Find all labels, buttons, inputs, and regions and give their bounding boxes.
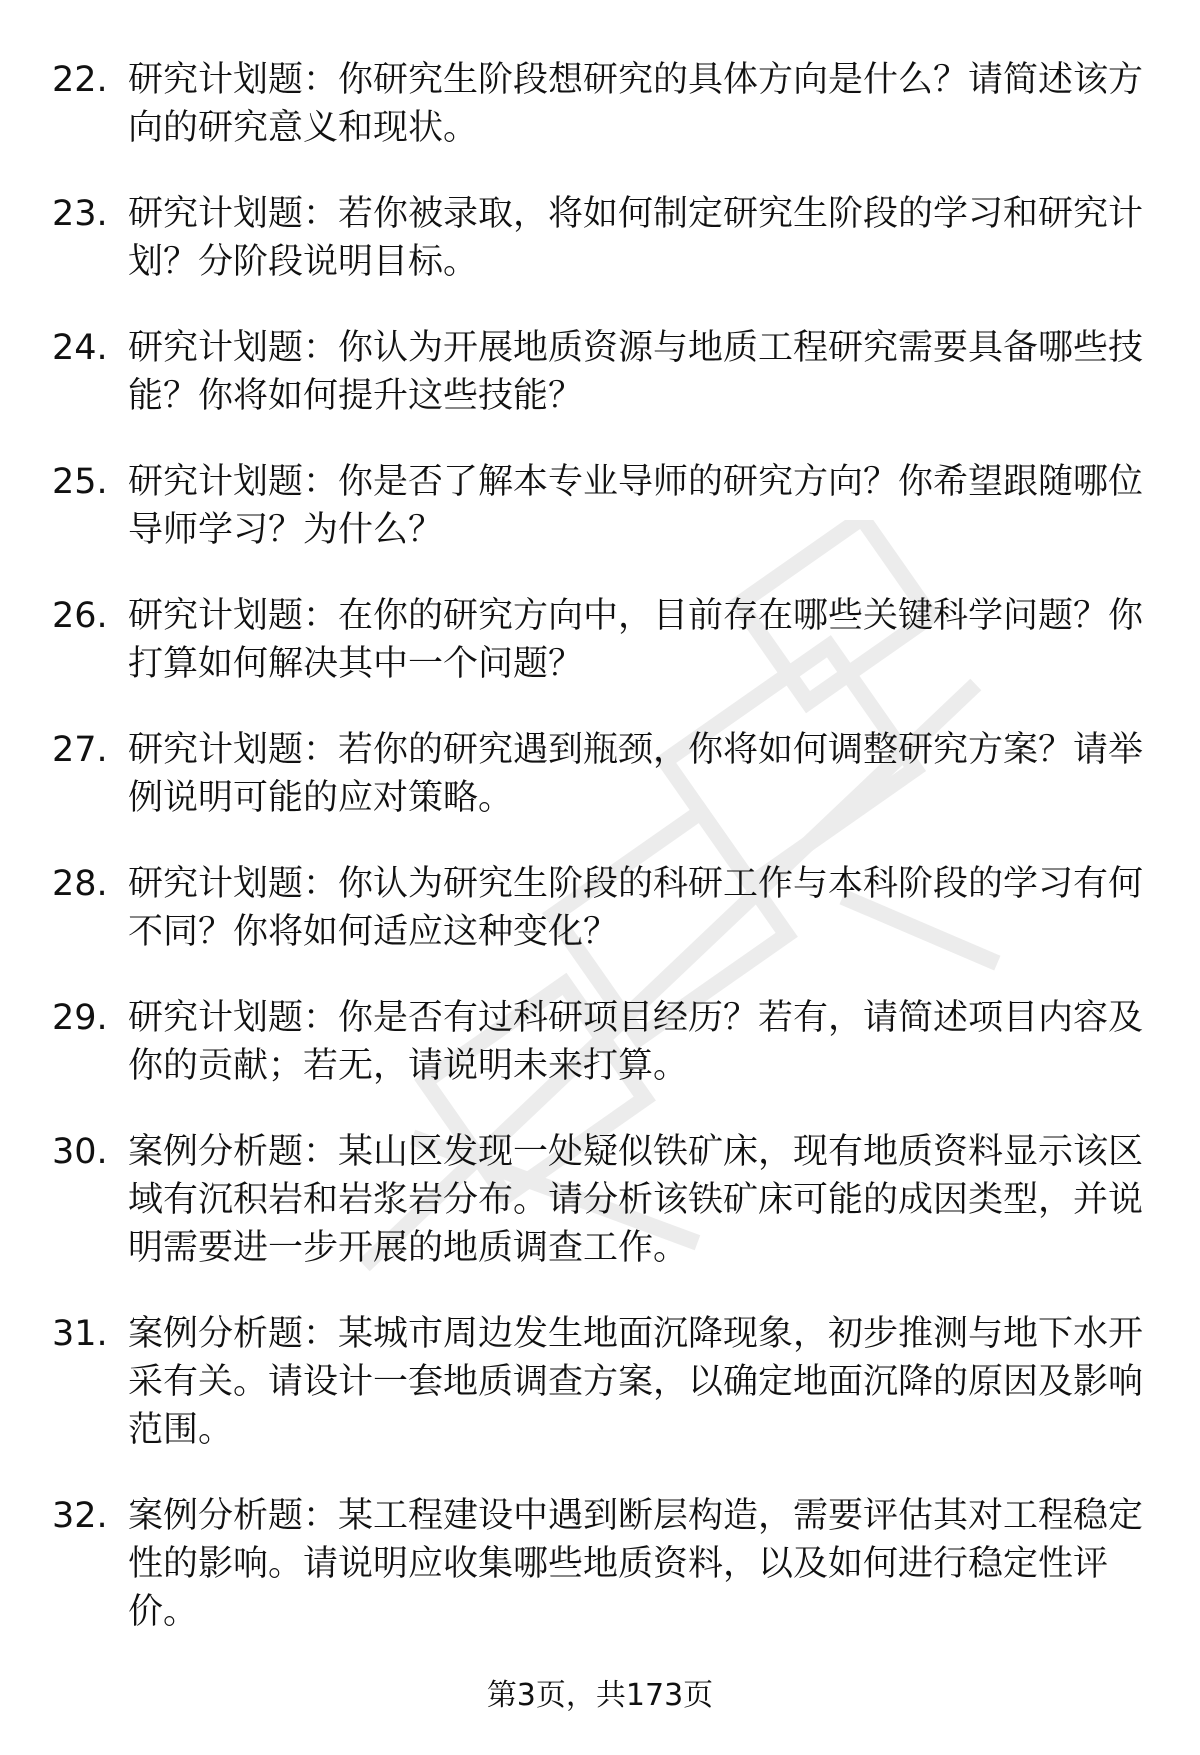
page-footer: 第3页，共173页 xyxy=(486,1678,714,1713)
question-number: 24. xyxy=(52,328,108,368)
question-text: 案例分析题：某城市周边发生地面沉降现象，初步推测与地下水开采有关。请设计一套地质调查方案，以确定地面沉降的原因及影响范围。 xyxy=(128,1314,1144,1450)
question-text: 研究计划题：你是否了解本专业导师的研究方向？你希望跟随哪位导师学习？为什么？ xyxy=(128,462,1144,550)
question-item xyxy=(0,860,1200,956)
question-item xyxy=(0,458,1200,554)
question-number: 22. xyxy=(52,60,108,100)
question-list xyxy=(0,56,1200,1674)
question-text: 研究计划题：若你的研究遇到瓶颈，你将如何调整研究方案？请举例说明可能的应对策略。 xyxy=(128,730,1144,818)
question-item xyxy=(0,56,1200,152)
question-number: 31. xyxy=(52,1314,108,1354)
question-number: 26. xyxy=(52,596,108,636)
question-item xyxy=(0,324,1200,420)
question-item xyxy=(0,1310,1200,1454)
question-number: 28. xyxy=(52,864,108,904)
question-item xyxy=(0,592,1200,688)
question-text: 研究计划题：你认为研究生阶段的科研工作与本科阶段的学习有何不同？你将如何适应这种变化？ xyxy=(128,864,1144,952)
question-text: 研究计划题：在你的研究方向中，目前存在哪些关键科学问题？你打算如何解决其中一个问题？ xyxy=(128,596,1144,684)
question-text: 研究计划题：你认为开展地质资源与地质工程研究需要具备哪些技能？你将如何提升这些技能？ xyxy=(128,328,1144,416)
question-text: 研究计划题：你研究生阶段想研究的具体方向是什么？请简述该方向的研究意义和现状。 xyxy=(128,60,1144,148)
question-item xyxy=(0,1492,1200,1636)
question-text: 案例分析题：某山区发现一处疑似铁矿床，现有地质资料显示该区域有沉积岩和岩浆岩分布。请分析该铁矿床可能的成因类型，并说明需要进一步开展的地质调查工作。 xyxy=(128,1132,1144,1268)
question-text: 案例分析题：某工程建设中遇到断层构造，需要评估其对工程稳定性的影响。请说明应收集哪些地质资料，以及如何进行稳定性评价。 xyxy=(128,1496,1144,1632)
question-number: 30. xyxy=(52,1132,108,1172)
question-text: 研究计划题：你是否有过科研项目经历？若有，请简述项目内容及你的贡献；若无，请说明未来打算。 xyxy=(128,998,1144,1086)
question-number: 32. xyxy=(52,1496,108,1536)
question-number: 25. xyxy=(52,462,108,502)
question-text: 研究计划题：若你被录取，将如何制定研究生阶段的学习和研究计划？分阶段说明目标。 xyxy=(128,194,1144,282)
question-item xyxy=(0,190,1200,286)
question-item xyxy=(0,994,1200,1090)
question-number: 29. xyxy=(52,998,108,1038)
question-item xyxy=(0,1128,1200,1272)
question-number: 23. xyxy=(52,194,108,234)
question-number: 27. xyxy=(52,730,108,770)
question-item xyxy=(0,726,1200,822)
